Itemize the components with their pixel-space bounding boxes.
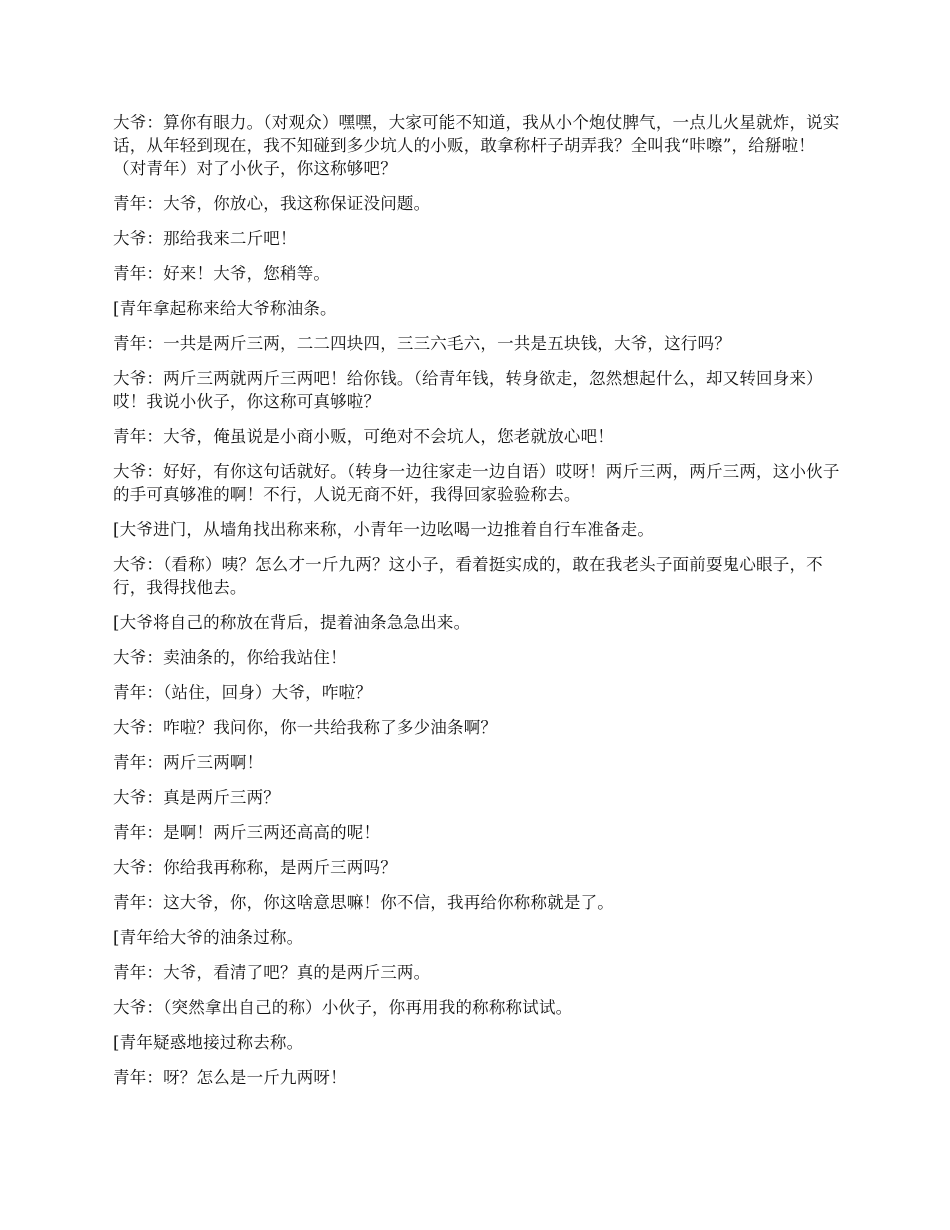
paragraph: 大爷：那给我来二斤吧！ [113, 229, 297, 248]
paragraph: 大爷：你给我再称称，是两斤三两吗？ [113, 858, 397, 877]
paragraph: 青年：一共是两斤三两，二二四块四，三三六毛六，一共是五块钱，大爷，这行吗？ [113, 334, 731, 353]
stage-direction: [青年拿起称来给大爷称油条。 [113, 299, 337, 318]
paragraph: 大爷：两斤三两就两斤三两吧！给你钱。（给青年钱，转身欲走，忽然想起什么，却又转回身来）哎！我说小伙子，你这称可真够啦？ [113, 369, 823, 411]
paragraph: 大爷：卖油条的，你给我站住！ [113, 648, 347, 667]
paragraph: 青年：两斤三两啊！ [113, 753, 264, 772]
stage-direction: [大爷进门，从墙角找出称来称，小青年一边吆喝一边推着自行车准备走。 [113, 520, 655, 539]
paragraph: 大爷：算你有眼力。（对观众）嘿嘿，大家可能不知道，我从小个炮仗脾气，一点儿火星就炸，说实话，从年轻到现在，我不知碰到多少坑人的小贩，敢拿称杆子胡弄我？全叫我“咔嚓”，给掰啦！（对青年）对了小伙子，你这称够吧？ [113, 113, 840, 178]
paragraph: 青年：呀？怎么是一斤九两呀！ [113, 1068, 347, 1087]
paragraph: 青年：大爷，俺虽说是小商小贩，可绝对不会坑人，您老就放心吧！ [113, 427, 614, 446]
paragraph: 大爷：真是两斤三两？ [113, 788, 280, 807]
paragraph: 大爷：（看称）咦？怎么才一斤九两？这小子，看着挺实成的，敢在我老头子面前耍鬼心眼子，不行，我得找他去。 [113, 555, 823, 597]
paragraph: 青年：这大爷，你，你这啥意思嘛！你不信，我再给你称称就是了。 [113, 893, 614, 912]
paragraph: 大爷：咋啦？我问你，你一共给我称了多少油条啊？ [113, 718, 498, 737]
paragraph: 青年：是啊！两斤三两还高高的呢！ [113, 823, 381, 842]
paragraph: 青年：（站住，回身）大爷，咋啦？ [113, 683, 372, 702]
paragraph: 大爷：好好，有你这句话就好。（转身一边往家走一边自语）哎呀！两斤三两，两斤三两，这小伙子的手可真够准的啊！不行，人说无商不奸，我得回家验验称去。 [113, 462, 840, 504]
paragraph: 大爷：（突然拿出自己的称）小伙子，你再用我的称称称试试。 [113, 998, 573, 1017]
paragraph: 青年：大爷，你放心，我这称保证没问题。 [113, 194, 431, 213]
paragraph: 青年：好来！大爷，您稍等。 [113, 264, 331, 283]
paragraph: 青年：大爷，看清了吧？真的是两斤三两。 [113, 963, 431, 982]
stage-direction: [青年给大爷的油条过称。 [113, 928, 304, 947]
stage-direction: [青年疑惑地接过称去称。 [113, 1033, 304, 1052]
stage-direction: [大爷将自己的称放在背后，提着油条急急出来。 [113, 613, 471, 632]
